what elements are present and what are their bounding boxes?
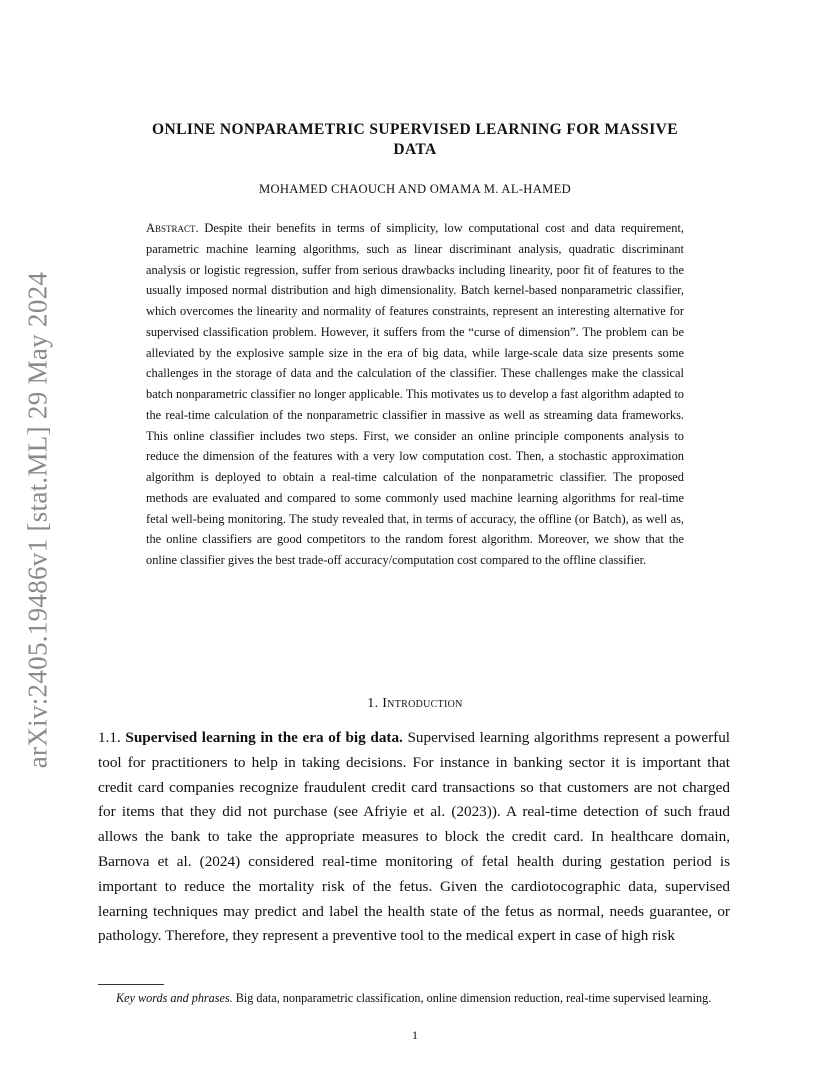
abstract-text: Despite their benefits in terms of simplicity, low computational cost and data requirement, parametric machine learning algorithms, such as linear discriminant analysis, quadratic discriminant analysis or logistic regression, suffer from serious drawbacks including linearity, poor fit of features to the usually imposed normal distribution and high dimensionality. Batch kernel-based nonparametric classifier, which overcomes the linearity and normality of features constraints, represent an interesting alternative for supervised classification problem. However, it suffers from the “curse of dimension”. The problem can be alleviated by the explosive sample size in the era of big data, while large-scale data size presents some challenges in the storage of data and the calculation of the classifier. These challenges make the classical batch nonparametric classifier no longer applicable. This motivates us to develop a fast algorithm adapted to the real-time calculation of the nonparametric classifier in massive as well as streaming data frameworks. This online classifier includes two steps. First, we consider an online principle components analysis to reduce the dimension of the features with a very low computation cost. Then, a stochastic approximation algorithm is deployed to obtain a real-time calculation of the nonparametric classifier. The proposed methods are evaluated and compared to some commonly used machine learning algorithms for real-time fetal well-being monitoring. The study revealed that, in terms of accuracy, the offline (or Batch), as well as, the online classifiers are good competitors to the random forest algorithm. Moreover, we show that the online classifier gives the best trade-off accuracy/computation cost compared to the offline classifier. bbox=[146, 221, 684, 567]
footnote-text: Big data, nonparametric classification, online dimension reduction, real-time supervised learning. bbox=[235, 991, 712, 1005]
section-heading bbox=[100, 696, 730, 712]
subsection-paragraph bbox=[98, 726, 730, 949]
section-number: 1. bbox=[367, 696, 379, 711]
subsection-text: Supervised learning algorithms represent a powerful tool for practitioners to help in taking decisions. For instance in banking sector it is important that credit card companies recognize fraudulent credit card transactions so that customers are not charged for items that they did not purchase (see Afriyie et al. (2023)). A real-time detection of such fraud allows the bank to take the appropriate measures to block the credit card. In healthcare domain, Barnova et al. (2024) considered real-time monitoring of fetal health during gestation period is important to reduce the mortality risk of the fetus. Given the cardiotocographic data, supervised learning techniques may predict and label the health state of the fetus as normal, needs guarantee, or pathology. Therefore, they represent a preventive tool to the medical expert in case of high risk bbox=[98, 729, 731, 945]
footnote-label: Key words and phrases. bbox=[116, 991, 233, 1005]
arxiv-identifier-stamp: arXiv:2405.19486v1 [stat.ML] 29 May 2024 bbox=[22, 271, 53, 769]
subsection-number: 1.1. bbox=[98, 729, 121, 746]
subsection-title: Supervised learning in the era of big data. bbox=[125, 729, 403, 746]
title-line-1: ONLINE NONPARAMETRIC SUPERVISED LEARNING FOR MASSIVE bbox=[152, 121, 678, 138]
abstract-label: Abstract. bbox=[146, 221, 199, 235]
title-line-2: DATA bbox=[393, 141, 437, 158]
section-title: Introduction bbox=[382, 696, 463, 711]
footnote-divider bbox=[98, 984, 164, 985]
abstract bbox=[146, 218, 684, 571]
page-number: 1 bbox=[412, 1028, 418, 1042]
footnote bbox=[98, 988, 730, 1008]
paper-title bbox=[100, 120, 730, 160]
paper-authors: MOHAMED CHAOUCH AND OMAMA M. AL-HAMED bbox=[259, 182, 571, 196]
